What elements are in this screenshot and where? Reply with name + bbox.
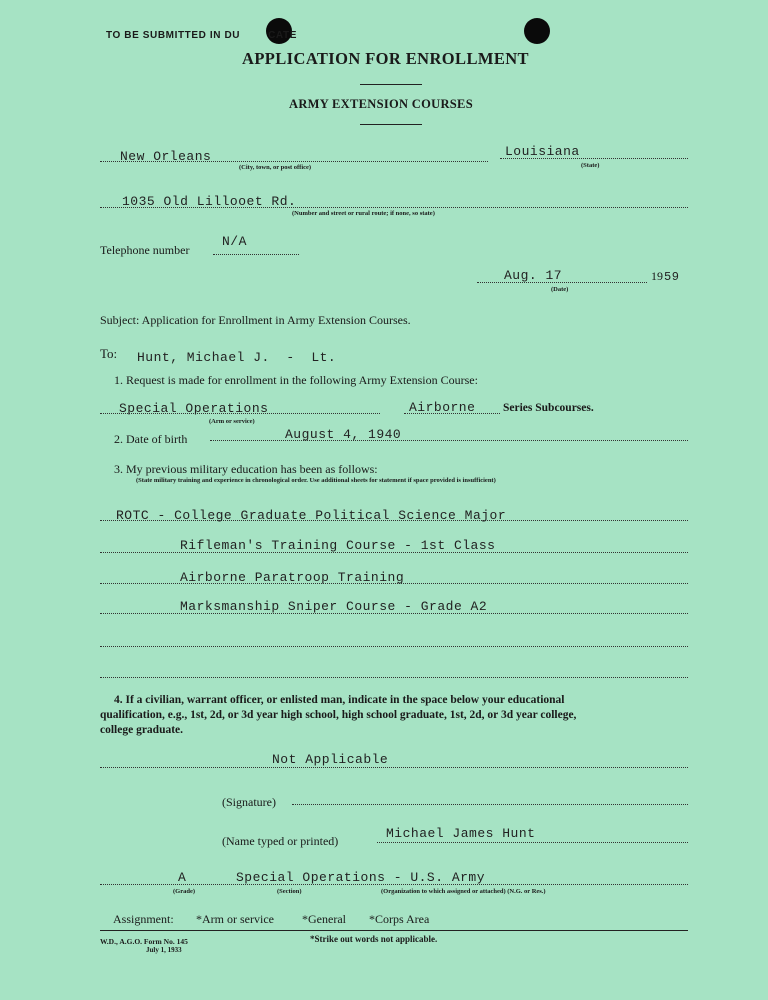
section-value[interactable]: Special Operations - U.S. Army xyxy=(236,870,486,885)
arm-caption: (Arm or service) xyxy=(209,418,255,425)
series-value[interactable]: Airborne xyxy=(409,400,476,415)
dob-line xyxy=(210,440,688,441)
form-subtitle: ARMY EXTENSION COURSES xyxy=(289,97,473,111)
education-value-2[interactable]: Rifleman's Training Course - 1st Class xyxy=(180,538,496,553)
to-value[interactable]: Hunt, Michael J. - Lt. xyxy=(137,350,337,365)
street-value[interactable]: 1035 Old Lillooet Rd. xyxy=(122,194,297,209)
city-value[interactable]: New Orleans xyxy=(120,149,212,164)
street-caption: (Number and street or rural route; if none, so state) xyxy=(292,210,435,217)
assignment-label: Assignment: xyxy=(113,912,174,926)
item4-line1: 4. If a civilian, warrant officer, or enlisted man, indicate in the space below your educational xyxy=(114,694,565,706)
qualification-value[interactable]: Not Applicable xyxy=(272,752,389,767)
arm-value[interactable]: Special Operations xyxy=(119,401,269,416)
assignment-corps-option[interactable]: *Corps Area xyxy=(369,912,430,926)
punch-hole-right xyxy=(524,18,550,44)
name-line xyxy=(377,842,688,843)
dob-label: 2. Date of birth xyxy=(114,432,188,446)
telephone-label: Telephone number xyxy=(100,243,190,257)
item4-line3: college graduate. xyxy=(100,724,184,736)
name-label: (Name typed or printed) xyxy=(222,834,339,848)
date-year xyxy=(651,269,679,284)
submitted-pre: TO BE SUBMITTED IN DU xyxy=(106,30,241,41)
telephone-line xyxy=(213,254,299,255)
qualification-line xyxy=(100,767,688,768)
date-year-suffix[interactable]: 59 xyxy=(664,270,680,284)
submitted-post: CATE xyxy=(268,30,297,41)
strike-out-note: *Strike out words not applicable. xyxy=(310,934,438,944)
series-label: Series Subcourses. xyxy=(503,402,594,414)
city-caption: (City, town, or post office) xyxy=(239,164,312,171)
organization-caption: (Organization to which assigned or attached) (N.G. or Res.) xyxy=(381,888,546,895)
footer-rule xyxy=(100,930,688,931)
submission-instruction xyxy=(106,30,297,41)
subtitle-divider xyxy=(360,124,422,125)
subject-line: Subject: Application for Enrollment in Army Extension Courses. xyxy=(100,313,411,327)
item3-caption: (State military training and experience in chronological order. Use additional sheets for statement if space provided is insufficient) xyxy=(136,477,496,484)
education-value-1[interactable]: ROTC - College Graduate Political Science Major xyxy=(116,508,507,523)
date-year-prefix: 19 xyxy=(651,269,663,283)
form-number: W.D., A.G.O. Form No. 145 xyxy=(100,937,188,946)
section-caption: (Section) xyxy=(277,888,302,895)
state-value[interactable]: Louisiana xyxy=(505,144,580,159)
date-value[interactable]: Aug. 17 xyxy=(504,268,563,283)
form-date: July 1, 1933 xyxy=(146,946,182,954)
item1-text: 1. Request is made for enrollment in the following Army Extension Course: xyxy=(114,373,478,387)
item4-line2: qualification, e.g., 1st, 2d, or 3d year high school, high school graduate, 1st, 2d, or 3d year college, xyxy=(100,709,577,721)
education-value-4[interactable]: Marksmanship Sniper Course - Grade A2 xyxy=(180,599,488,614)
grade-value[interactable]: A xyxy=(178,870,187,885)
signature-line[interactable] xyxy=(292,804,688,805)
education-line-5 xyxy=(100,646,688,647)
assignment-general-option[interactable]: *General xyxy=(302,912,346,926)
date-caption: (Date) xyxy=(551,286,569,293)
form-title: APPLICATION FOR ENROLLMENT xyxy=(242,49,529,68)
signature-label: (Signature) xyxy=(222,795,276,809)
item3-text: 3. My previous military education has been as follows: xyxy=(114,462,378,476)
assignment-arm-option[interactable]: *Arm or service xyxy=(196,912,274,926)
dob-value[interactable]: August 4, 1940 xyxy=(285,427,402,442)
name-value[interactable]: Michael James Hunt xyxy=(386,826,536,841)
title-divider xyxy=(360,84,422,85)
to-label: To: xyxy=(100,346,118,361)
education-value-3[interactable]: Airborne Paratroop Training xyxy=(180,570,405,585)
telephone-value[interactable]: N/A xyxy=(222,234,247,249)
education-line-6 xyxy=(100,677,688,678)
grade-caption: (Grade) xyxy=(173,888,196,895)
state-caption: (State) xyxy=(581,162,600,169)
